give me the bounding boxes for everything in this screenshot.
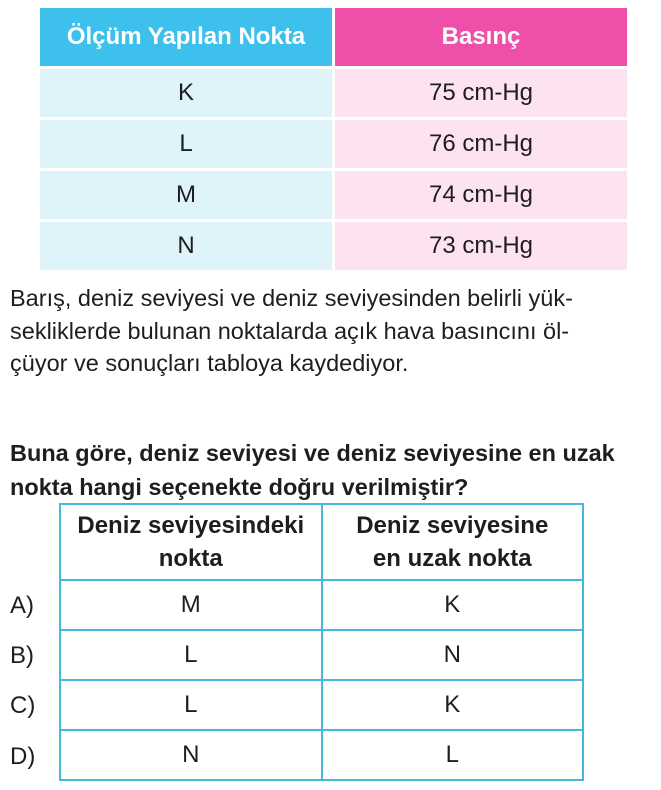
pressure-cell: 75 cm-Hg	[334, 68, 628, 119]
table-row	[40, 119, 627, 170]
option-row-c[interactable]	[60, 680, 583, 730]
header-measurement-point: Ölçüm Yapılan Nokta	[40, 8, 334, 68]
paragraph-line: çüyor ve sonuçları tabloya kaydediyor.	[10, 350, 409, 376]
farthest-cell: K	[322, 580, 584, 630]
header-farthest-point: Deniz seviyesine en uzak nokta	[322, 504, 584, 580]
pressure-cell: 74 cm-Hg	[334, 170, 628, 221]
sea-level-cell: M	[60, 580, 322, 630]
point-cell: N	[40, 221, 334, 271]
option-row-a[interactable]	[60, 580, 583, 630]
sea-level-cell: L	[60, 680, 322, 730]
farthest-cell: L	[322, 730, 584, 780]
option-row-b[interactable]	[60, 630, 583, 680]
question-line: nokta hangi seçenekte doğru verilmiştir?	[10, 474, 469, 500]
header-pressure: Basınç	[334, 8, 628, 68]
header-sea-level-point: Deniz seviyesindeki nokta	[60, 504, 322, 580]
paragraph-line: sekliklerde bulunan noktalarda açık hava basıncını öl-	[10, 317, 570, 344]
pressure-cell: 76 cm-Hg	[334, 119, 628, 170]
table-row	[40, 170, 627, 221]
point-cell: L	[40, 119, 334, 170]
option-label-d[interactable]: D)	[10, 743, 36, 770]
problem-paragraph	[10, 282, 656, 380]
question-text	[10, 436, 660, 504]
point-cell: M	[40, 170, 334, 221]
answer-table	[59, 503, 584, 781]
question-line: Buna göre, deniz seviyesi ve deniz seviyesine en uzak	[10, 440, 615, 466]
sea-level-cell: L	[60, 630, 322, 680]
option-row-d[interactable]	[60, 730, 583, 780]
pressure-cell: 73 cm-Hg	[334, 221, 628, 271]
option-label-a[interactable]: A)	[10, 592, 34, 619]
table-row	[40, 221, 627, 271]
sea-level-cell: N	[60, 730, 322, 780]
point-cell: K	[40, 68, 334, 119]
option-label-c[interactable]: C)	[10, 692, 36, 719]
farthest-cell: K	[322, 680, 584, 730]
answer-table-header	[60, 504, 583, 580]
paragraph-line: Barış, deniz seviyesi ve deniz seviyesinden belirli yük-	[10, 285, 573, 311]
measurement-table	[40, 8, 627, 270]
option-label-b[interactable]: B)	[10, 642, 34, 669]
measurement-table-header	[40, 8, 627, 68]
table-row	[40, 68, 627, 119]
farthest-cell: N	[322, 630, 584, 680]
